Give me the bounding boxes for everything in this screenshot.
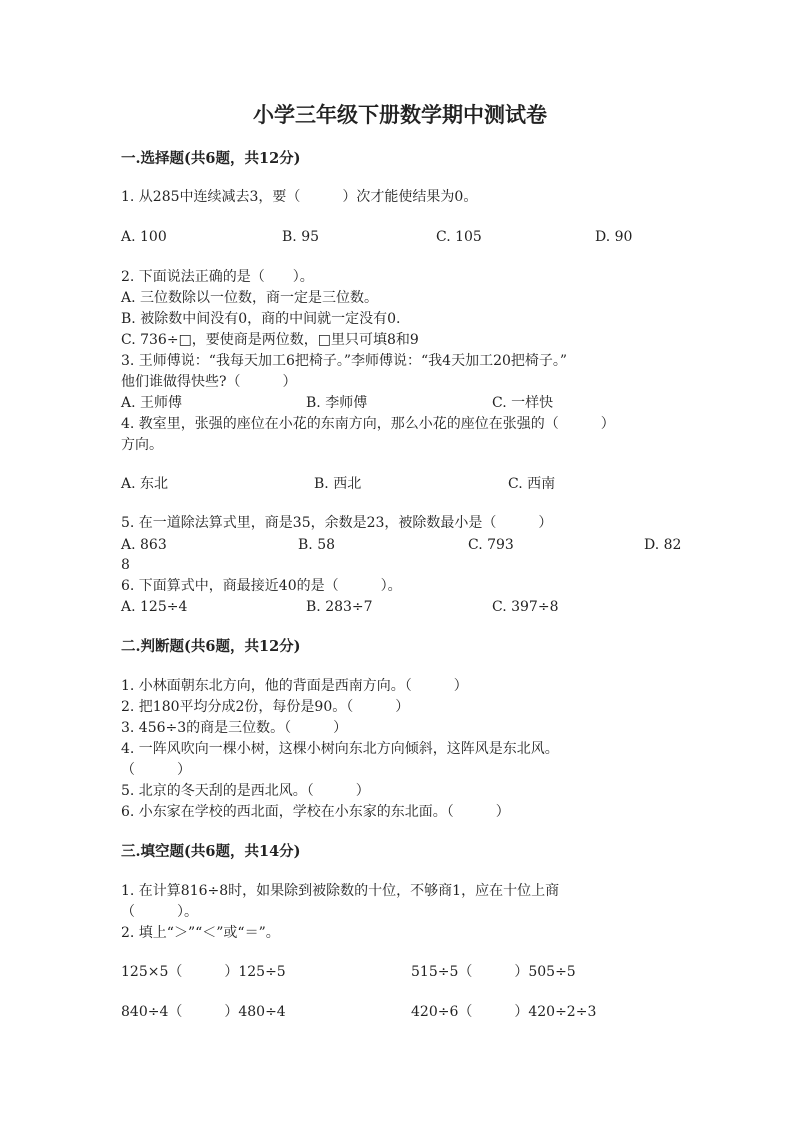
choice-q5-option-d: D. 82 <box>644 537 682 553</box>
judge-item-3: 3. 456÷3的商是三位数。（ ） <box>121 720 348 736</box>
choice-q1-option-b: B. 95 <box>282 229 320 245</box>
choice-q5-option-c: C. 793 <box>468 537 514 553</box>
choice-q1-option-a: A. 100 <box>121 229 167 245</box>
choice-q5-option-a: A. 863 <box>121 537 167 553</box>
fill-q2-compare-3: 840÷4（ ）480÷4 <box>121 1004 286 1020</box>
choice-q1-option-d: D. 90 <box>595 229 633 245</box>
choice-q2-option-a: A. 三位数除以一位数，商一定是三位数。 <box>121 290 379 306</box>
judge-item-4-wrap: （ ） <box>121 762 191 778</box>
choice-q5-option-d-wrap: 8 <box>121 557 130 573</box>
choice-q4-option-b: B. 西北 <box>314 476 362 492</box>
choice-q2-option-c: C. 736÷□，要使商是两位数，□里只可填8和9 <box>121 332 419 348</box>
judge-item-6: 6. 小东家在学校的西北面，学校在小东家的东北面。（ ） <box>121 804 510 820</box>
choice-q6-stem: 6. 下面算式中，商最接近40的是（ ）。 <box>121 578 402 594</box>
choice-q2-option-b: B. 被除数中间没有0，商的中间就一定没有0. <box>121 311 401 327</box>
fill-q2-stem: 2. 填上“＞”“＜”或“＝”。 <box>121 925 280 941</box>
judge-item-5: 5. 北京的冬天刮的是西北风。（ ） <box>121 783 370 799</box>
choice-q4-stem-line1: 4. 教室里，张强的座位在小花的东南方向，那么小花的座位在张强的（ ） <box>121 416 615 432</box>
section-heading-judge: 二.判断题(共6题，共12分) <box>121 638 301 655</box>
section-heading-fill: 三.填空题(共6题，共14分) <box>121 843 301 860</box>
judge-item-4: 4. 一阵风吹向一棵小树，这棵小树向东北方向倾斜，这阵风是东北风。 <box>121 741 559 757</box>
choice-q3-option-a: A. 王师傅 <box>121 395 183 411</box>
choice-q3-stem-line2: 他们谁做得快些?（ ） <box>121 374 297 390</box>
choice-q6-option-b: B. 283÷7 <box>306 599 373 615</box>
choice-q4-option-c: C. 西南 <box>508 476 556 492</box>
choice-q1-stem: 1. 从285中连续减去3，要（ ）次才能使结果为0。 <box>121 189 478 205</box>
page-title: 小学三年级下册数学期中测试卷 <box>253 102 547 127</box>
choice-q5-stem: 5. 在一道除法算式里，商是35，余数是23，被除数最小是（ ） <box>121 515 553 531</box>
choice-q1-option-c: C. 105 <box>436 229 482 245</box>
choice-q3-option-b: B. 李师傅 <box>306 395 368 411</box>
section-heading-choice: 一.选择题(共6题，共12分) <box>121 150 301 167</box>
choice-q4-option-a: A. 东北 <box>121 476 169 492</box>
choice-q2-stem: 2. 下面说法正确的是（ ）。 <box>121 269 314 285</box>
fill-q1-line2: （ ）。 <box>121 904 198 920</box>
choice-q5-option-b: B. 58 <box>298 537 336 553</box>
choice-q3-option-c: C. 一样快 <box>492 395 554 411</box>
choice-q6-option-a: A. 125÷4 <box>121 599 188 615</box>
choice-q4-stem-line2: 方向。 <box>121 437 163 453</box>
choice-q6-option-c: C. 397÷8 <box>492 599 559 615</box>
judge-item-2: 2. 把180平均分成2份，每份是90。（ ） <box>121 699 410 715</box>
judge-item-1: 1. 小林面朝东北方向，他的背面是西南方向。（ ） <box>121 678 468 694</box>
fill-q1-line1: 1. 在计算816÷8时，如果除到被除数的十位，不够商1，应在十位上商 <box>121 883 560 899</box>
fill-q2-compare-4: 420÷6（ ）420÷2÷3 <box>411 1004 597 1020</box>
fill-q2-compare-2: 515÷5（ ）505÷5 <box>411 964 576 980</box>
fill-q2-compare-1: 125×5（ ）125÷5 <box>121 964 286 980</box>
choice-q3-stem-line1: 3. 王师傅说：“我每天加工6把椅子。”李师傅说：“我4天加工20把椅子。” <box>121 353 568 369</box>
